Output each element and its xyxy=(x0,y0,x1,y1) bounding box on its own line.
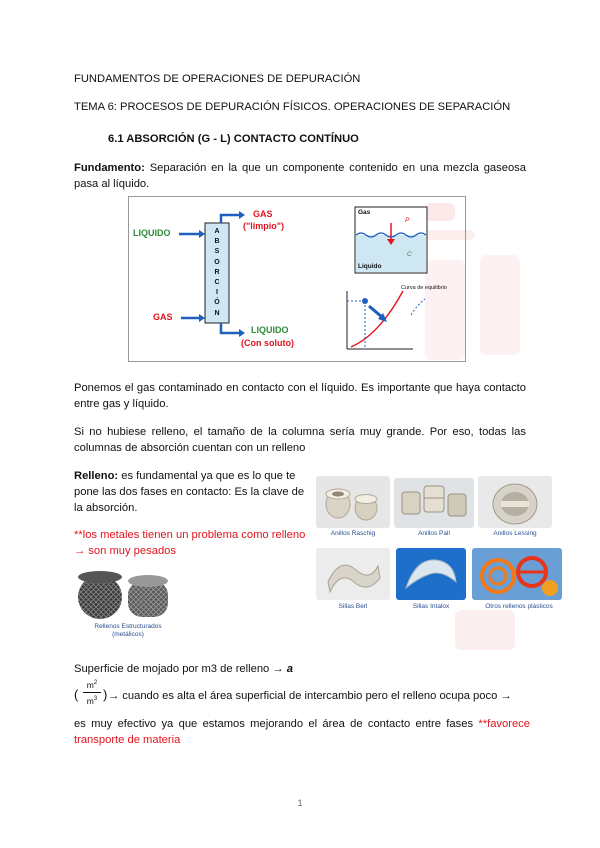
fraction-numerator xyxy=(81,678,103,690)
berl-svg xyxy=(316,548,390,600)
pall-photo xyxy=(394,478,474,528)
lessing-svg xyxy=(478,476,552,528)
surface-line-2 xyxy=(74,676,534,714)
packing-caption-berl: Sillas Berl xyxy=(338,603,368,610)
operating-point xyxy=(362,298,368,304)
liquid-out-label: LIQUIDO xyxy=(251,325,289,335)
interface-liquid-label: Líquido xyxy=(358,263,382,270)
fraction-denominator xyxy=(81,694,103,706)
intalox-photo xyxy=(396,548,466,600)
absorption-diagram xyxy=(128,196,466,362)
curve-pointer xyxy=(411,299,425,315)
structured-packing-top-2 xyxy=(128,575,168,587)
header-course: FUNDAMENTOS DE OPERACIONES DE DEPURACIÓN xyxy=(74,73,361,85)
packing-caption-pall: Anillos Pall xyxy=(418,530,450,537)
structured-packing-top xyxy=(78,571,122,583)
fundamento-label: Fundamento: xyxy=(74,162,145,174)
column-letter: R xyxy=(214,268,220,276)
relleno-text: es fundamental ya que es lo que te pone las dos fases en contacto: Es la clave de la absorción. xyxy=(74,470,305,514)
plastic-photo xyxy=(472,548,562,600)
absorption-diagram-svg xyxy=(129,197,465,361)
fraction-den-exp: 3 xyxy=(93,696,98,702)
relleno-paragraph xyxy=(74,468,306,516)
lessing-bar xyxy=(501,501,529,507)
column-letters xyxy=(205,227,229,319)
fraction-open: ( xyxy=(74,687,79,702)
interface-p-label: P xyxy=(405,217,410,224)
plastic-svg xyxy=(472,548,562,600)
liquid-in-label: LIQUIDO xyxy=(133,228,171,238)
raschig-svg xyxy=(316,476,390,528)
paragraph-contact: Ponemos el gas contaminado en contacto con el líquido. Es importante que haya contacto entre gas y líquido. xyxy=(74,382,526,410)
gas-out-arrow xyxy=(221,215,241,223)
berl-saddle xyxy=(328,565,380,592)
equilibrium-curve xyxy=(351,291,403,347)
plastic-ball-inner xyxy=(490,568,506,584)
column-letter: S xyxy=(214,248,220,256)
packing-caption-raschig: Anillos Raschig xyxy=(330,530,376,537)
gas-out-sublabel: ("limpio") xyxy=(243,221,285,231)
column-letter: C xyxy=(214,279,220,287)
relleno-note: **los metales tienen un problema como relleno → son muy pesados xyxy=(74,529,306,557)
fraction-bar xyxy=(83,692,101,693)
ring-hole xyxy=(332,492,344,497)
gas-in-label: GAS xyxy=(153,312,173,322)
surface-symbol: a xyxy=(286,663,293,675)
column-letter: O xyxy=(214,258,220,266)
intalox-svg xyxy=(396,548,466,600)
pall-ring xyxy=(402,492,420,514)
plastic-ball xyxy=(482,560,514,592)
paragraph-packing: Si no hubiese relleno, el tamaño de la columna sería muy grande. Por eso, todas las columnas de absorción cuentan con un relleno xyxy=(74,426,526,454)
liquid-out-arrow xyxy=(221,323,241,333)
column-letter: N xyxy=(214,309,220,317)
pall-ring xyxy=(424,486,444,512)
structured-packing-svg-1 xyxy=(76,567,172,623)
surface-line-1-text: Superficie de mojado por m3 de relleno → xyxy=(74,663,284,675)
fundamento-text: Separación en la que un componente contenido en una mezcla gaseosa pasa al líquido. xyxy=(74,162,526,190)
surface-line-4: transporte de materia xyxy=(74,734,181,746)
packing-caption-plastic: Otros rellenos plásticos xyxy=(485,603,553,610)
page-number: 1 xyxy=(297,798,303,808)
column-letter: B xyxy=(214,238,220,246)
fraction-num-exp: 2 xyxy=(93,680,98,686)
berl-photo xyxy=(316,548,390,600)
ring-top xyxy=(355,495,377,504)
structured-caption-2: (metálicos) xyxy=(112,631,144,638)
packing-caption-lessing: Anillos Lessing xyxy=(493,530,537,537)
pall-ring xyxy=(448,494,466,516)
column-letter: Ó xyxy=(214,299,220,307)
plastic-piece xyxy=(542,580,558,596)
structured-caption-1: Rellenos Estructurados xyxy=(94,623,162,630)
fraction-close: ) xyxy=(103,687,108,702)
column-letter: I xyxy=(216,289,218,297)
section-title: 6.1 ABSORCIÓN (G - L) CONTACTO CONTÍNUO xyxy=(108,133,359,145)
gas-out-arrowhead xyxy=(239,211,245,219)
surface-line-2-text: → cuando es alta el área superficial de intercambio pero el relleno ocupa poco → xyxy=(108,690,512,702)
fundamento-paragraph xyxy=(74,160,526,192)
surface-line-1 xyxy=(74,661,293,677)
header-topic: TEMA 6: PROCESOS DE DEPURACIÓN FÍSICOS. OPERACIONES DE SEPARACIÓN xyxy=(74,101,511,113)
pall-svg xyxy=(394,478,474,528)
gas-out-label: GAS xyxy=(253,209,273,219)
liquid-out-sublabel: (Con soluto) xyxy=(241,338,294,348)
equilibrium-curve-label: Curva de equilibrio xyxy=(401,285,447,291)
intalox-saddle xyxy=(406,560,456,588)
column-letter: A xyxy=(214,228,220,235)
raschig-photo xyxy=(316,476,390,528)
packing-caption-intalox: Sillas Intalox xyxy=(412,603,450,610)
structured-packing-image-1 xyxy=(76,567,172,623)
liquid-out-arrowhead xyxy=(239,329,245,337)
surface-line-3-text: es muy efectivo ya que estamos mejorando el área de contacto entre fases xyxy=(74,718,479,730)
surface-line-3 xyxy=(74,716,530,732)
lessing-photo xyxy=(478,476,552,528)
packing-gallery xyxy=(316,476,566,616)
fraction-den-base: m xyxy=(86,695,94,706)
fraction-num-base: m xyxy=(86,679,94,690)
interface-gas-label: Gas xyxy=(358,209,371,216)
relleno-label: Relleno: xyxy=(74,470,119,482)
interface-c-label: C xyxy=(407,251,412,258)
surface-line-3-highlight: **favorece xyxy=(478,718,530,730)
